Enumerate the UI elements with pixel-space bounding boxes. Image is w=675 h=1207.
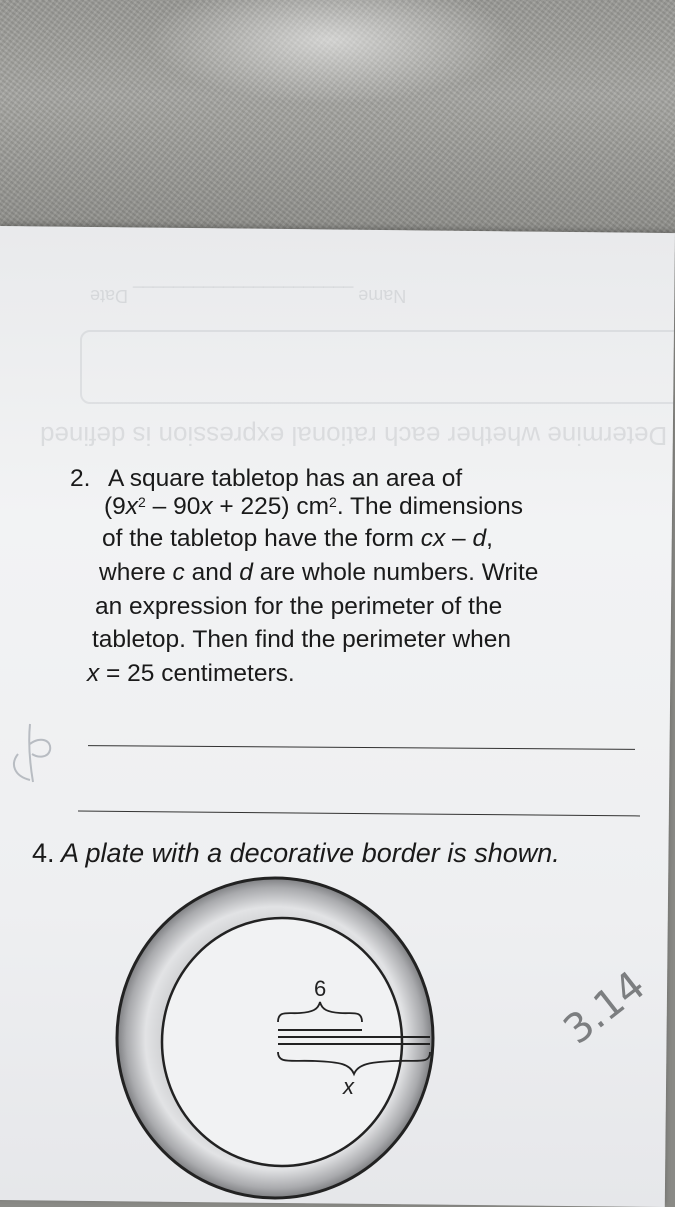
pencil-mark-icon: [0, 714, 60, 784]
plate-inner-center: [162, 918, 402, 1166]
bleed-through-box: [80, 330, 675, 404]
label-inner-radius: 6: [314, 976, 327, 1001]
handwritten-note: 3.14: [555, 962, 654, 1054]
question-line: where c and d are whole numbers. Write: [99, 559, 539, 586]
question-4: [32, 838, 560, 869]
desk-surface: [0, 0, 675, 240]
question-line: $(9x^2 - 90x + 225)$ $cm^2$. The dimensions: [104, 493, 523, 520]
question-line: A square tabletop has an area of: [108, 465, 463, 492]
plate-figure: [100, 870, 460, 1200]
question-line: x = 25 centimeters.: [87, 660, 295, 687]
question-line: an expression for the perimeter of the: [95, 593, 503, 620]
question-line: tabletop. Then find the perimeter when: [92, 626, 512, 653]
question-line: of the tabletop have the form cx – d,: [102, 525, 493, 552]
label-outer-radius: x: [343, 1074, 354, 1099]
question-text: A plate with a decorative border is shown.: [61, 838, 560, 868]
bleed-through-text: Name ______________________ Date: [90, 286, 407, 306]
question-number: 4.: [32, 838, 55, 868]
question-number: 2.: [70, 465, 91, 492]
bleed-through-text: Determine whether each rational expression is defined: [40, 421, 668, 451]
